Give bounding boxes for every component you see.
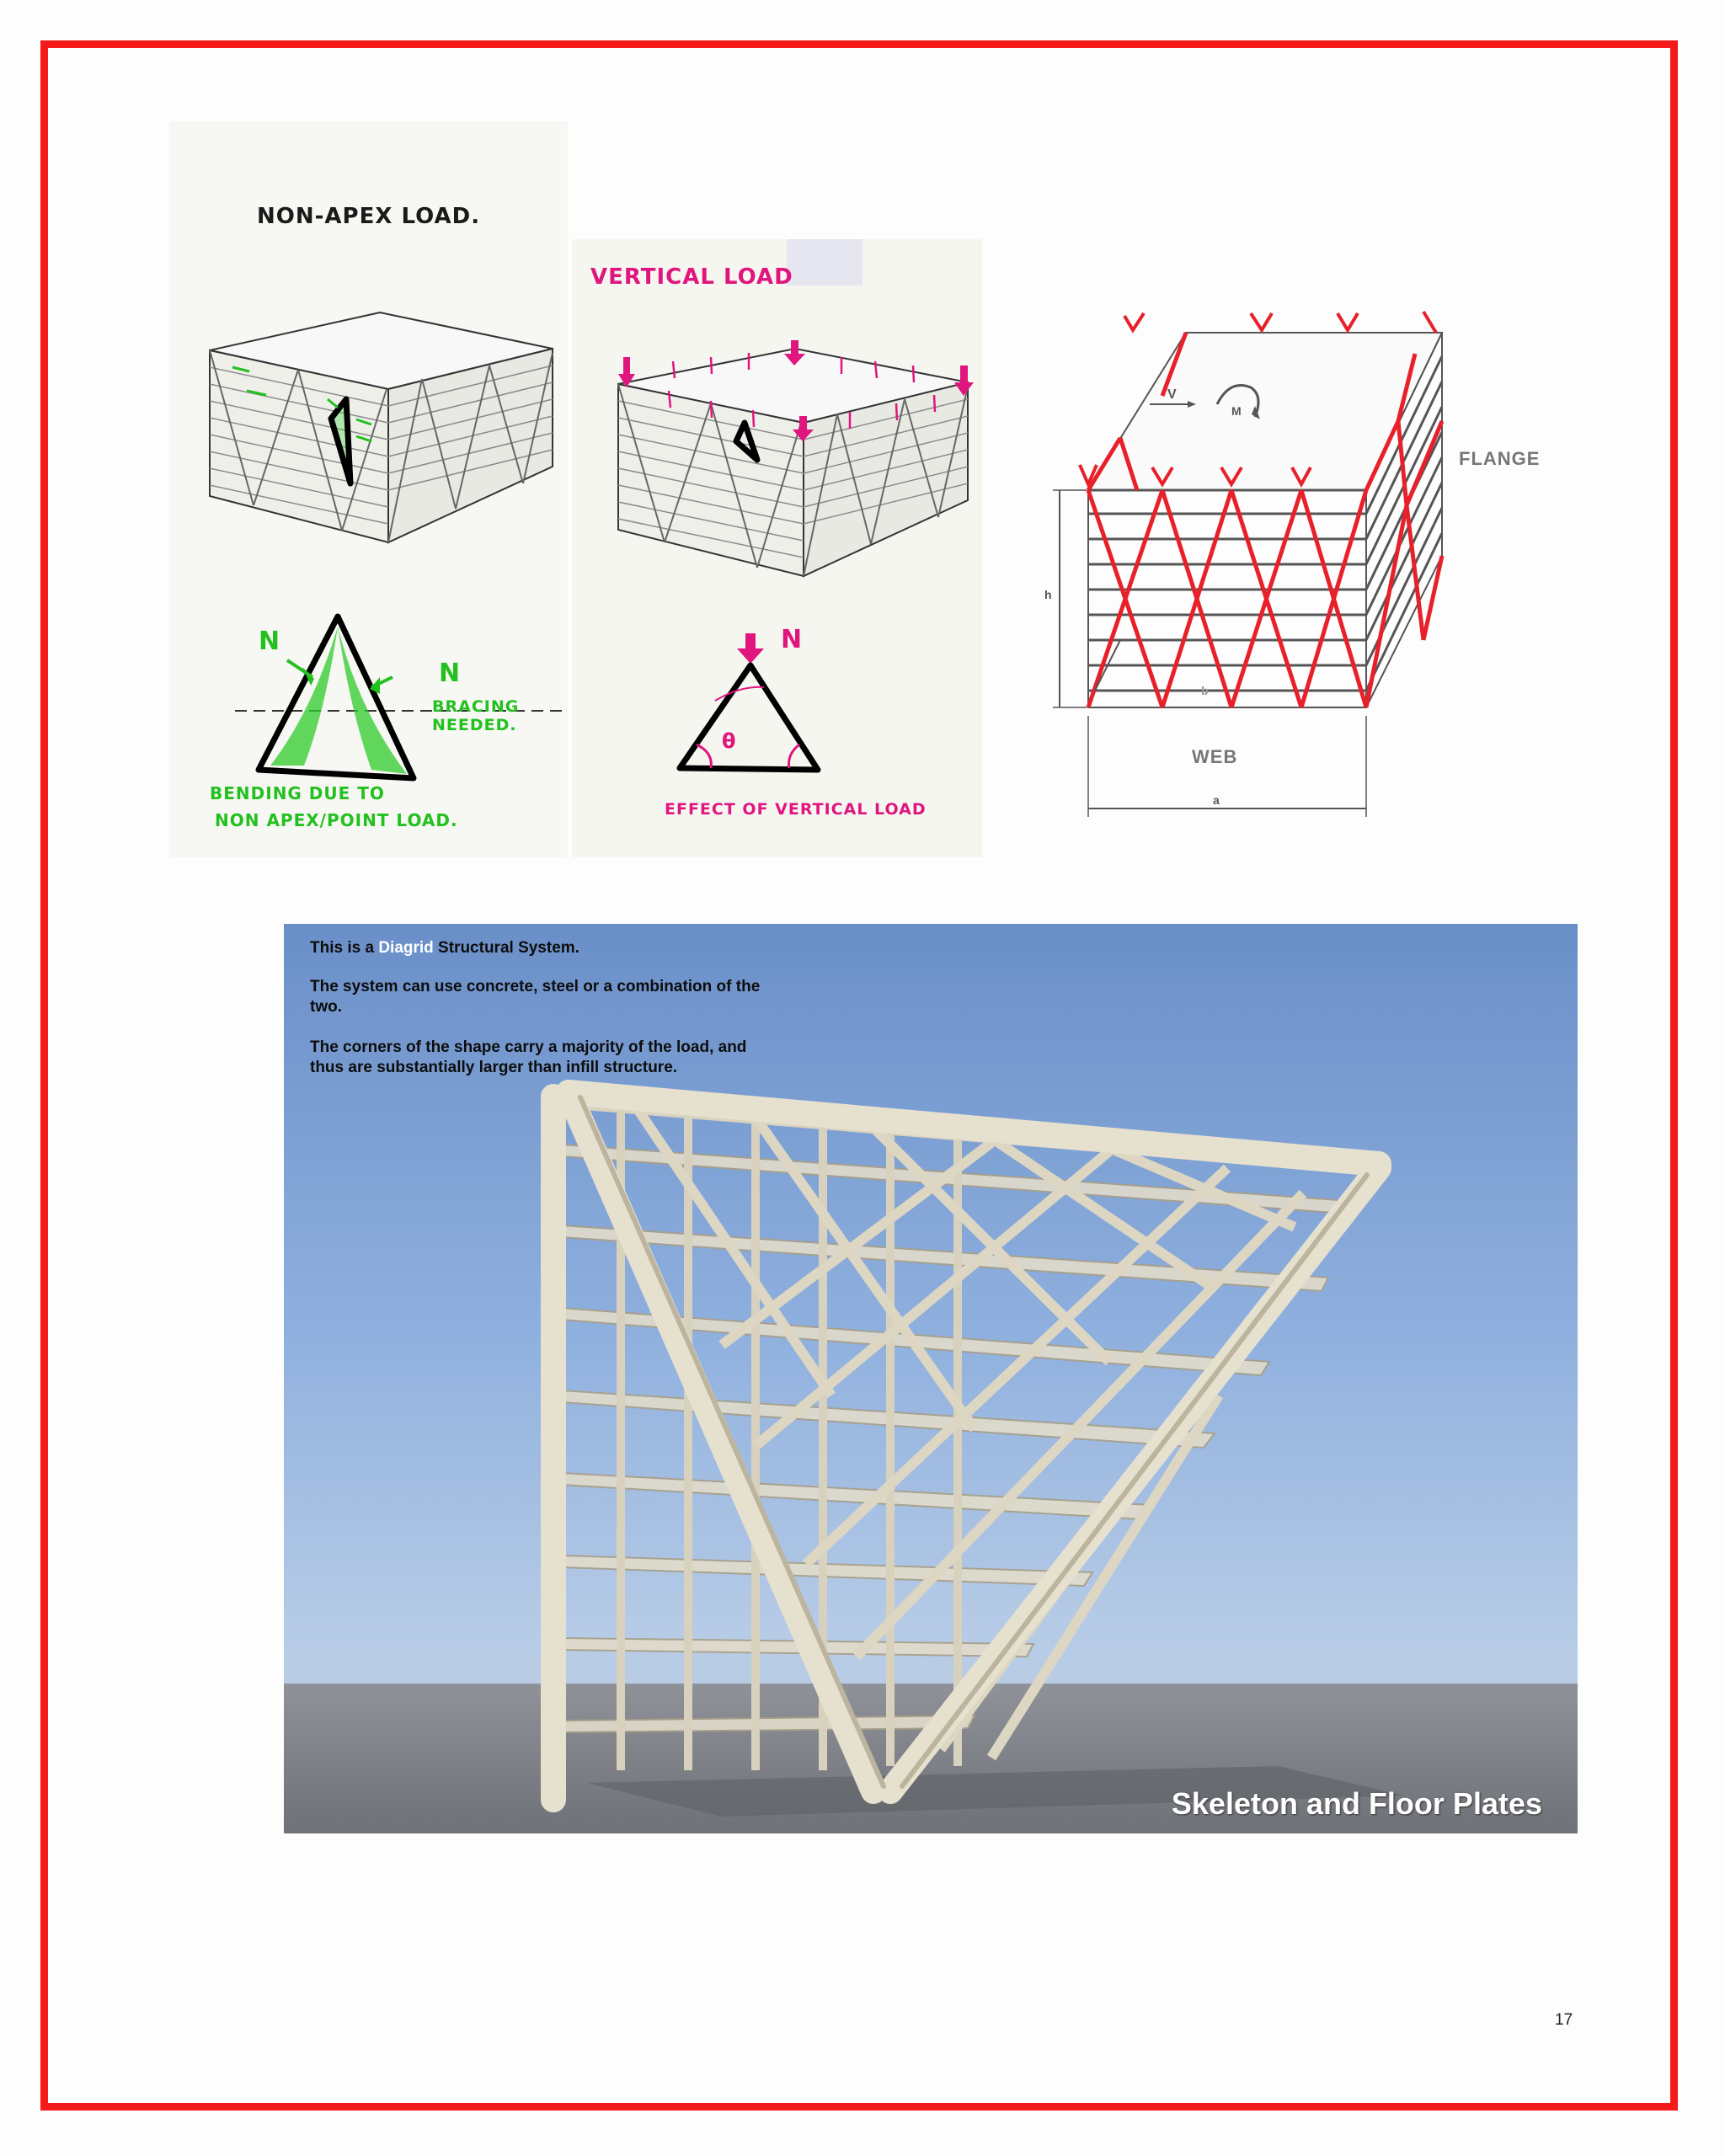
vertical-load-caption: EFFECT OF VERTICAL LOAD (665, 800, 927, 819)
web-label: WEB (1192, 746, 1238, 767)
depth-label: b (1201, 684, 1210, 697)
sketch-title: VERTICAL LOAD (590, 264, 793, 290)
force-label-n: N (781, 625, 804, 654)
non-apex-diagram (169, 121, 568, 857)
bracing-label-1: BRACING (432, 697, 520, 716)
render-paragraph-corners: The corners of the shape carry a majority of the load, and thus are substantially larger than infill structure. (310, 1038, 747, 1076)
angle-label: θ (722, 729, 737, 753)
shear-label: V (1167, 387, 1178, 402)
intro-prefix: This is a (310, 939, 379, 957)
page-number: 17 (1555, 2011, 1573, 2029)
moment-label: M (1231, 404, 1242, 418)
diagrid-highlight: Diagrid (378, 939, 434, 957)
diagrid-flange-web-diagram (1011, 270, 1583, 842)
render-caption: Skeleton and Floor Plates (1171, 1786, 1542, 1821)
sketch-title: NON-APEX LOAD. (257, 204, 481, 229)
width-label: a (1213, 793, 1220, 807)
bending-caption-2: NON APEX/POINT LOAD. (215, 810, 458, 830)
force-label-left: N (259, 627, 281, 656)
height-label: h (1044, 588, 1053, 601)
diagrid-frame (1011, 270, 1583, 842)
intro-suffix: Structural System. (433, 939, 579, 957)
vertical-load-sketch (572, 239, 982, 857)
bracing-label-2: NEEDED. (432, 716, 517, 734)
bending-caption-1: BENDING DUE TO (210, 783, 385, 803)
render-intro-line (310, 938, 782, 958)
diagrid-render (284, 924, 1578, 1833)
render-paragraph-materials: The system can use concrete, steel or a combination of the two. (310, 978, 761, 1016)
non-apex-load-sketch (169, 121, 568, 857)
force-label-right: N (439, 659, 462, 688)
flange-label: FLANGE (1459, 448, 1541, 469)
vertical-load-diagram (572, 239, 982, 857)
